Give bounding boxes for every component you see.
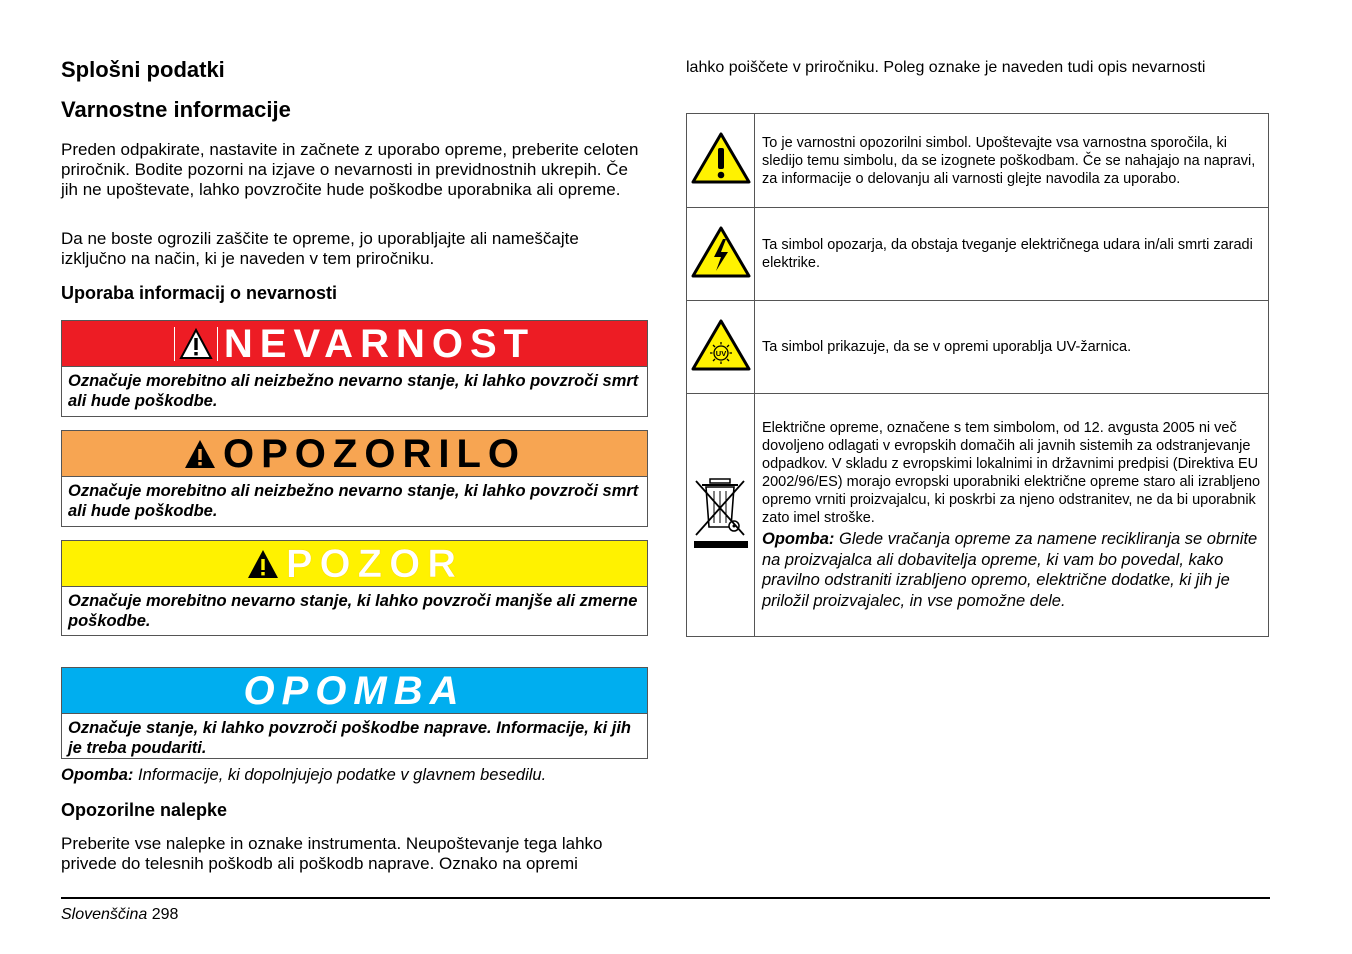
symbol-description: Ta simbol opozarja, da obstaja tveganje električnega udara in/ali smrti zaradi elektrike.	[755, 208, 1269, 301]
caution-description: Označuje morebitno nevarno stanje, ki lahko povzroči manjše ali zmerne poškodbe.	[68, 592, 638, 630]
note-line	[61, 766, 546, 785]
notice-description: Označuje stanje, ki lahko povzroči poškodbe naprave. Informacije, ki jih je treba poudariti.	[68, 719, 631, 757]
electric-shock-icon	[690, 267, 752, 283]
danger-banner	[62, 321, 647, 367]
notice-box	[61, 667, 648, 759]
uv-lamp-icon	[690, 348, 752, 376]
warning-triangle-icon	[183, 437, 217, 471]
warning-triangle-icon	[174, 327, 218, 361]
hazard-info-heading: Uporaba informacij o nevarnosti	[61, 283, 338, 303]
warning-banner	[62, 431, 647, 477]
footer-divider	[61, 897, 1270, 899]
section-title: Varnostne informacije	[61, 97, 291, 122]
note-label: Opomba:	[61, 766, 134, 784]
table-row	[687, 114, 1269, 208]
uv-icon-label: UV	[715, 348, 726, 358]
notice-banner	[62, 668, 647, 714]
warning-description: Označuje morebitno ali neizbežno nevarno stanje, ki lahko povzroči smrt ali hude poškodbe.	[68, 482, 639, 520]
notice-signal-word: OPOMBA	[243, 668, 466, 713]
warning-signal-word: OPOZORILO	[223, 431, 526, 476]
weee-bin-icon	[690, 539, 752, 555]
footer	[61, 906, 178, 924]
labels-paragraph: Preberite vse nalepke in oznake instrumenta. Neupoštevanje tega lahko privede do telesnih poškodb ali poškodb naprave. Oznako na opremi	[61, 834, 603, 873]
warning-triangle-icon	[246, 547, 280, 581]
table-row	[687, 208, 1269, 301]
note-text: Informacije, ki dopolnjujejo podatke v glavnem besedilu.	[138, 766, 547, 784]
symbol-description: To je varnostni opozorilni simbol. Upoštevajte vsa varnostna sporočila, ki sledijo temu simbolu, da se izognete poškodbam. Če se nahajajo na napravi, za informacije o delovanju ali varnosti glejte navodila za uporabo.	[755, 114, 1269, 208]
warning-box	[61, 430, 648, 527]
symbol-table	[686, 113, 1269, 637]
page-title: Splošni podatki	[61, 57, 225, 82]
caution-box	[61, 540, 648, 636]
caution-banner	[62, 541, 647, 587]
danger-description: Označuje morebitno ali neizbežno nevarno stanje, ki lahko povzroči smrt ali hude poškodbe.	[68, 372, 639, 410]
table-row	[687, 301, 1269, 394]
caution-signal-word: POZOR	[285, 541, 464, 586]
usage-paragraph: Da ne boste ogrozili zaščite te opreme, jo uporabljajte ali nameščajte izključno na način, ki je naveden v tem priročniku.	[61, 229, 579, 268]
labels-continuation: lahko poiščete v priročniku. Poleg oznake je naveden tudi opis nevarnosti	[686, 59, 1206, 76]
table-row	[687, 394, 1269, 637]
note-label: Opomba:	[762, 530, 835, 548]
danger-signal-word: NEVARNOST	[223, 321, 536, 366]
labels-heading: Opozorilne nalepke	[61, 800, 228, 820]
footer-language: Slovenščina	[61, 906, 148, 923]
intro-paragraph: Preden odpakirate, nastavite in začnete z uporabo opreme, preberite celoten priročnik. Bodite pozorni na izjave o nevarnosti in previdnostnih ukrepih. Če jih ne upoštevate, lahko povzročite hude poškodbe uporabnika ali opreme.	[61, 140, 639, 199]
footer-page-number: 298	[151, 906, 179, 923]
weee-description: Električne opreme, označene s tem simbolom, od 12. avgusta 2005 ni več dovoljeno odlagati v evropskih domačih ali javnih sistemih za odstranjevanje odpadkov. V skladu z evropskimi lokalnimi in državnimi predpisi (Direktiva EU 2002/96/ES) morajo evropski uporabniki električne opreme staro ali izrabljeno opremo vrniti proizvajalcu, ki poskrbi za njeno odstranitev, ne da bi uporabnik zato imel stroške.	[762, 420, 1261, 526]
danger-box	[61, 320, 648, 417]
symbol-description: Ta simbol prikazuje, da se v opremi uporablja UV-žarnica.	[755, 301, 1269, 394]
weee-note	[762, 529, 1261, 611]
note-text: Glede vračanja opreme za namene recikliranja se obrnite na proizvajalca ali dobavitelja opreme, ki vam bo povedal, kako pravilno odstraniti izrabljeno opremo, električne dodatke, ki jih je priložil proizvajalec, in vse pomožne dele.	[762, 530, 1258, 610]
warning-triangle-icon	[690, 173, 752, 189]
